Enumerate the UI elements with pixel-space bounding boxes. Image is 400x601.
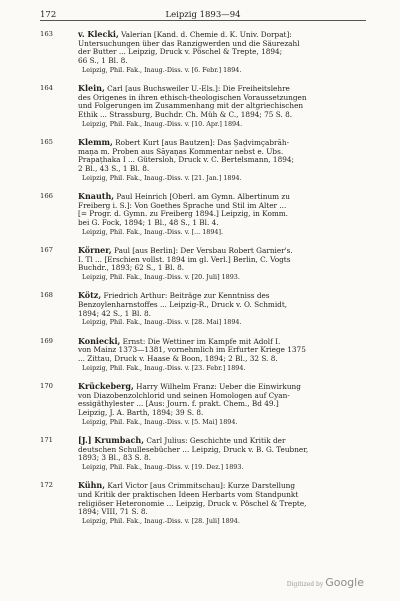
digitized-stamp (287, 576, 364, 589)
author-name: Krückeberg, (78, 382, 134, 391)
entry-text: Friedrich Arthur: Beiträge zur Kenntniss des (103, 291, 270, 301)
entry-line: 1894; 42 S., 1 Bl. 8. (78, 309, 151, 318)
entry-line: Ethik ... Strassburg, Buchdr. Ch. Müh & C., 1894; 75 S. 8. (78, 111, 293, 120)
entry-first-line (78, 291, 366, 301)
author-name: Klein, (78, 84, 105, 94)
entry-first-line (78, 337, 366, 347)
entry-first-line (78, 382, 366, 392)
dissertation-note: Leipzig, Phil. Fak., Inaug.-Diss. v. [10. Apr.] 1894. (82, 119, 243, 128)
entry-text: Ernst: Die Wettiner im Kampfe mit Adolf I. (122, 336, 281, 346)
running-title: Leipzig 1893—94 (165, 10, 241, 20)
entry-number: 163 (40, 30, 53, 38)
entry-first-line (78, 84, 366, 94)
entry-line: und Folgerungen im Zusammenhang mit der altgriechischen (78, 102, 304, 111)
entry-text: Paul Heinrich [Oberl. am Gymn. Albertinum zu (116, 192, 290, 202)
header-rule (40, 20, 366, 21)
entry-number: 170 (40, 382, 53, 390)
entry-text: Robert Kurt [aus Bautzen]: Das Ṣaḍvimçabrāh- (115, 138, 290, 148)
entry-first-line (78, 436, 366, 446)
entry-line: Leipzig, J. A. Barth, 1894; 39 S. 8. (78, 409, 204, 418)
entry-line: religiöser Heteronomie ... Leipzig, Druck v. Pöschel & Trepte, (78, 499, 307, 508)
catalog-entry (40, 192, 366, 237)
digitized-by-text: Digitized by (286, 581, 324, 588)
entry-line: deutschen Schullesebücher ... Leipzig, Druck v. B. G. Teubner, (78, 445, 309, 454)
entry-line: von Diazobenzolchlorid und seinen Homologen auf Cyan- (78, 391, 290, 400)
entry-number: 167 (40, 246, 53, 255)
entry-line: Freiberg i. S.]: Von Goethes Sprache und Stil im Alter ... (78, 201, 287, 210)
catalog-entry (40, 436, 366, 472)
entry-line: ... Zittau, Druck v. Haase & Boon, 1894; 2 Bl., 32 S. 8. (78, 355, 278, 364)
entry-number: 166 (40, 192, 53, 201)
dissertation-note: Leipzig, Phil. Fak., Inaug.-Diss. v. [28. Mai] 1894. (82, 318, 242, 327)
author-name: Körner, (78, 246, 112, 256)
entry-number: 172 (40, 481, 53, 490)
entry-number: 164 (40, 84, 53, 93)
dissertation-note: Leipzig, Phil. Fak., Inaug.-Diss. v. [... 1894]. (82, 227, 224, 236)
author-name: Koniecki, (78, 336, 121, 346)
entry-line: des Origenes in ihren ethisch-theologischen Voraussetzungen (78, 93, 307, 102)
entry-line: bei G. Fock, 1894; 1 Bl., 48 S., 1 Bl. 4. (78, 219, 219, 228)
catalog-entry (40, 84, 366, 129)
page-number: 172 (40, 10, 57, 20)
catalog-entry (40, 138, 366, 183)
catalog-entry (40, 481, 366, 526)
entry-first-line (78, 246, 366, 256)
entry-line: von Mainz 1373—1381, vornehmlich im Erfurter Kriege 1375 (78, 346, 306, 355)
catalog-entry (40, 382, 366, 427)
entry-line: 66 S., 1 Bl. 8. (78, 57, 128, 66)
author-name: v. Klecki, (78, 30, 119, 39)
dissertation-note: Leipzig, Phil. Fak., Inaug.-Diss. v. [6. Febr.] 1894. (82, 65, 242, 74)
entry-text: Paul [aus Berlin]: Der Versbau Robert Garnier's. (113, 246, 293, 256)
catalog-entry (40, 246, 366, 282)
catalog-entry (40, 337, 366, 373)
entry-line: 2 Bl., 43 S., 1 Bl. 8. (78, 165, 150, 174)
entry-first-line (78, 192, 366, 202)
author-name: [J.] Krumbach, (78, 436, 145, 446)
dissertation-note: Leipzig, Phil. Fak., Inaug.-Diss. v. [23. Febr.] 1894. (82, 363, 246, 372)
page-header (40, 6, 366, 26)
entry-line: und Kritik der praktischen Ideen Herbarts vom Standpunkt (78, 491, 299, 500)
entry-number: 165 (40, 138, 53, 147)
entry-first-line (78, 138, 366, 148)
dissertation-note: Leipzig, Phil. Fak., Inaug.-Diss. v. [5. Mai] 1894. (82, 417, 238, 426)
catalog-entry (40, 30, 366, 75)
dissertation-note: Leipzig, Phil. Fak., Inaug.-Diss. v. [19. Dez.] 1893. (82, 463, 244, 472)
entry-first-line (78, 481, 366, 491)
entry-text: Harry Wilhelm Franz: Ueber die Einwirkung (136, 382, 301, 391)
dissertation-note: Leipzig, Phil. Fak., Inaug.-Diss. v. [20. Juli] 1893. (82, 273, 240, 282)
entry-line: [= Progr. d. Gymn. zu Freiberg 1894.] Leipzig, in Komm. (78, 210, 288, 219)
entry-number: 169 (40, 336, 53, 345)
entry-line: essigäthylester ... [Aus: Journ. f. prakt. Chem., Bd 49.] (78, 400, 279, 409)
entry-text: Carl [aus Buchsweiler U.-Els.]: Die Freiheitslehre (107, 84, 290, 94)
author-name: Kühn, (78, 481, 106, 491)
author-name: Knauth, (78, 192, 115, 202)
entry-line: 1894; VIII, 71 S. 8. (78, 508, 148, 517)
google-logo: Google (325, 576, 364, 589)
entry-line: Buchdr., 1893; 62 S., 1 Bl. 8. (78, 264, 185, 273)
dissertation-note: Leipzig, Phil. Fak., Inaug.-Diss. v. [21. Jan.] 1894. (82, 173, 242, 182)
entry-number: 168 (40, 291, 53, 300)
entry-first-line (78, 30, 366, 40)
entry-line: 1893; 3 Bl., 83 S. 8. (78, 454, 151, 463)
entries-list (40, 30, 366, 535)
entry-line: maṇa m. Proben aus Sāyaṇas Kommentar nebst e. Übs. (78, 147, 284, 156)
entry-line: der Butter ... Leipzig, Druck v. Pöschel & Trepte, 1894; (78, 48, 283, 57)
catalog-entry (40, 291, 366, 327)
entry-line: Untersuchungen über das Ranzigwerden und die Säurezahl (78, 39, 300, 48)
entry-line: Benzoylenharnstoffes ... Leipzig-R., Druck v. O. Schmidt, (78, 301, 288, 310)
entry-text: Karl Victor [aus Crimmitschau]: Kurze Darstellung (107, 481, 296, 491)
entry-number: 171 (40, 436, 53, 445)
entry-line: Prapaṭhaka I ... Gütersloh, Druck v. C. Bertelsmann, 1894; (78, 156, 294, 165)
entry-text: Carl Julius: Geschichte und Kritik der (146, 436, 286, 446)
author-name: Kötz, (78, 291, 102, 301)
entry-text: Valerian [Kand. d. Chemie d. K. Univ. Dorpat]: (121, 30, 292, 39)
entry-line: I. Tl ... [Erschien vollst. 1894 im gl. Verl.] Berlin, C. Vogts (78, 255, 291, 264)
dissertation-note: Leipzig, Phil. Fak., Inaug.-Diss. v. [28. Juli] 1894. (82, 517, 240, 526)
author-name: Klemm, (78, 138, 113, 148)
